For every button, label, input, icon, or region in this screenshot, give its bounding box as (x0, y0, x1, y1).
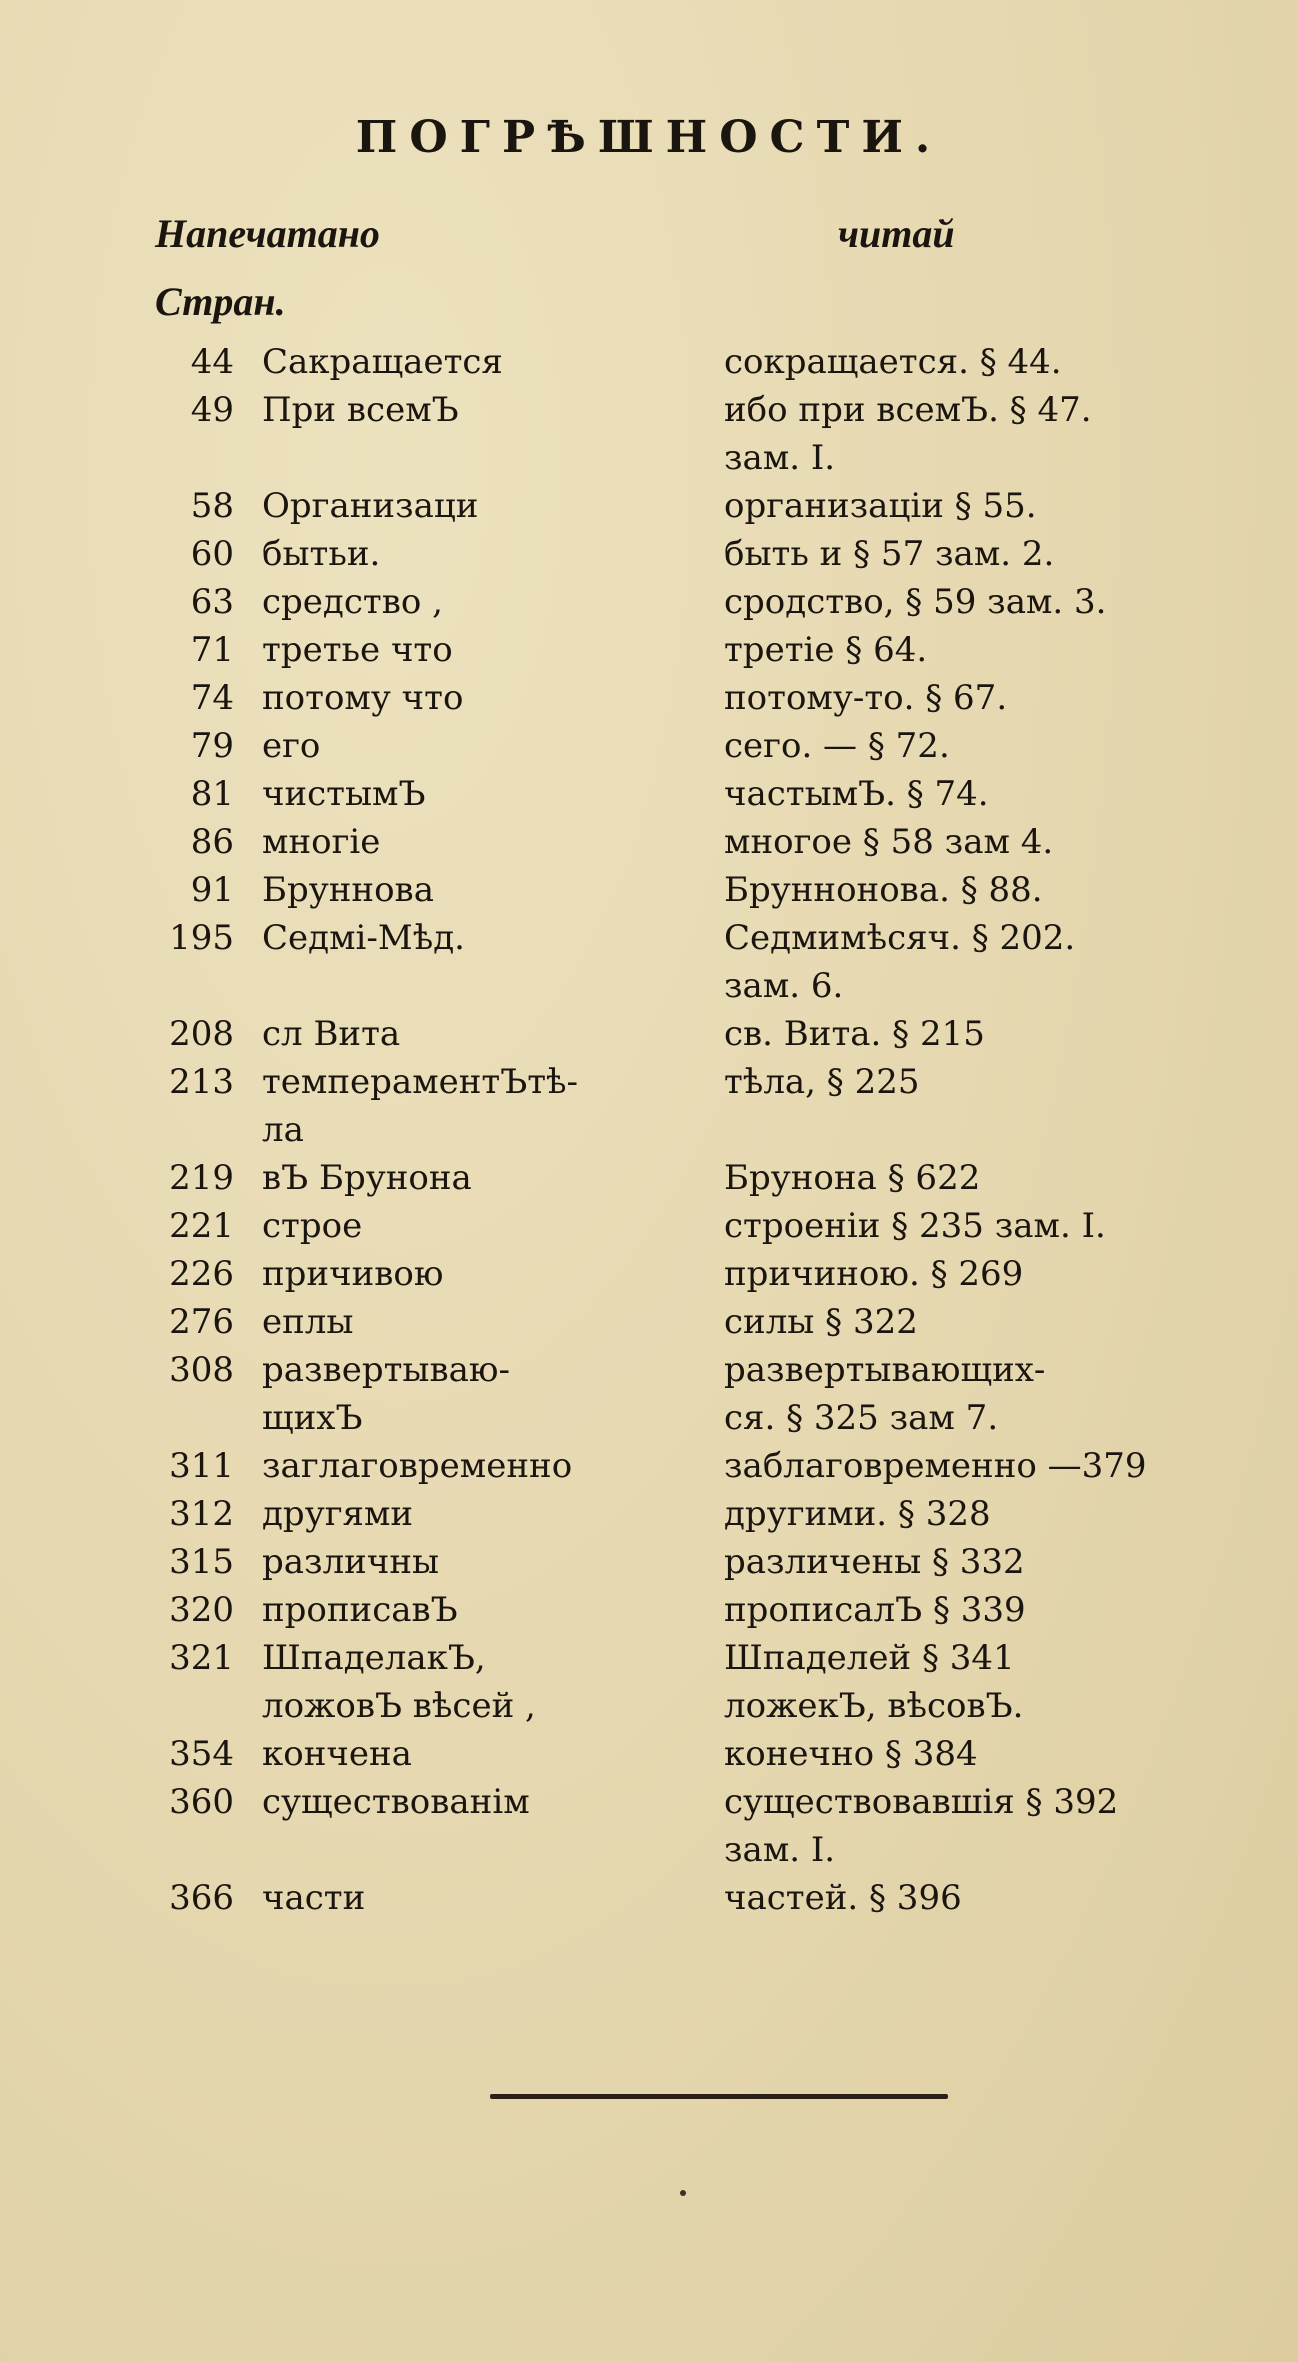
correction-text: св. Вита. § 215 (724, 1014, 985, 1054)
correction-text: Брунона § 622 (724, 1158, 981, 1198)
errata-row (0, 914, 1298, 962)
correction-text: другими. § 328 (724, 1494, 991, 1534)
page-number: 81 (190, 774, 234, 814)
errata-row (0, 722, 1298, 770)
printed-text: причивою (262, 1254, 444, 1294)
printed-text: Бруннова (262, 870, 434, 910)
correction-text: третіе § 64. (724, 630, 928, 670)
printed-text: его (262, 726, 321, 766)
printed-text: ла (262, 1110, 304, 1150)
header-read: читай (838, 211, 955, 256)
errata-row (0, 1682, 1298, 1730)
correction-text: Бруннонова. § 88. (724, 870, 1043, 910)
errata-row (0, 1730, 1298, 1778)
errata-row (0, 1874, 1298, 1922)
page-number: 71 (190, 630, 234, 670)
correction-text: тѣла, § 225 (724, 1062, 920, 1102)
correction-text: силы § 322 (724, 1302, 918, 1342)
header-printed: Напечатано (155, 211, 380, 256)
page-number: 91 (190, 870, 234, 910)
correction-text: ибо при всемЪ. § 47. (724, 390, 1092, 430)
correction-text: организаціи § 55. (724, 486, 1037, 526)
correction-text: частымЪ. § 74. (724, 774, 989, 814)
errata-row (0, 1298, 1298, 1346)
page-number: 315 (169, 1542, 234, 1582)
page-number: 320 (169, 1590, 234, 1630)
correction-text: причиною. § 269 (724, 1254, 1024, 1294)
printed-text: щихЪ (262, 1398, 363, 1438)
printed-text: прописавЪ (262, 1590, 458, 1630)
printed-text: ШпаделакЪ, (262, 1638, 486, 1678)
correction-text: зам. I. (724, 438, 836, 478)
page-number: 213 (169, 1062, 234, 1102)
printed-text: вЪ Брунона (262, 1158, 472, 1198)
page-number: 221 (169, 1206, 234, 1246)
errata-row (0, 962, 1298, 1010)
page-number: 44 (190, 342, 234, 382)
page-number: 366 (169, 1878, 234, 1918)
page-number: 49 (190, 390, 234, 430)
header-page-label: Стран. (155, 279, 286, 324)
correction-text: развертывающих- (724, 1350, 1046, 1390)
errata-row (0, 530, 1298, 578)
correction-text: сокращается. § 44. (724, 342, 1062, 382)
errata-row (0, 386, 1298, 434)
printed-text: кончена (262, 1734, 412, 1774)
correction-text: сродство, § 59 зам. 3. (724, 582, 1107, 622)
printed-text: существованім (262, 1782, 530, 1822)
correction-text: частей. § 396 (724, 1878, 962, 1918)
correction-text: зам. 6. (724, 966, 844, 1006)
page-number: 60 (190, 534, 234, 574)
page-number: 226 (169, 1254, 234, 1294)
errata-row (0, 626, 1298, 674)
correction-text: многое § 58 зам 4. (724, 822, 1054, 862)
correction-text: конечно § 384 (724, 1734, 978, 1774)
errata-row (0, 1490, 1298, 1538)
printed-text: части (262, 1878, 366, 1918)
page-number: 86 (190, 822, 234, 862)
errata-row (0, 1250, 1298, 1298)
correction-text: ся. § 325 зам 7. (724, 1398, 999, 1438)
printed-text: Организаци (262, 486, 479, 526)
errata-row (0, 1010, 1298, 1058)
ink-speck (680, 2190, 686, 2196)
errata-row (0, 818, 1298, 866)
errata-row (0, 1586, 1298, 1634)
errata-row (0, 1394, 1298, 1442)
printed-text: строе (262, 1206, 363, 1246)
errata-row (0, 434, 1298, 482)
printed-text: бытьи. (262, 534, 381, 574)
printed-text: другями (262, 1494, 414, 1534)
correction-text: ложекЪ, вѣсовЪ. (724, 1686, 1024, 1726)
correction-text: Шпаделей § 341 (724, 1638, 1015, 1678)
page-number: 195 (169, 918, 234, 958)
printed-text: различны (262, 1542, 440, 1582)
correction-text: строеніи § 235 зам. I. (724, 1206, 1106, 1246)
errata-row (0, 1058, 1298, 1106)
errata-row (0, 1442, 1298, 1490)
page-number: 360 (169, 1782, 234, 1822)
errata-row (0, 1538, 1298, 1586)
printed-text: средство , (262, 582, 443, 622)
page-number: 74 (190, 678, 234, 718)
printed-text: Седмі-Мѣд. (262, 918, 465, 958)
correction-text: различены § 332 (724, 1542, 1025, 1582)
errata-row (0, 1106, 1298, 1154)
correction-text: Седмимѣсяч. § 202. (724, 918, 1076, 958)
page-number: 311 (169, 1446, 234, 1486)
correction-text: прописалЪ § 339 (724, 1590, 1026, 1630)
printed-text: При всемЪ (262, 390, 459, 430)
errata-row (0, 674, 1298, 722)
page-number: 276 (169, 1302, 234, 1342)
correction-text: быть и § 57 зам. 2. (724, 534, 1055, 574)
correction-text: существовавшія § 392 (724, 1782, 1119, 1822)
errata-row (0, 578, 1298, 626)
errata-row (0, 482, 1298, 530)
printed-text: заглаговременно (262, 1446, 573, 1486)
page-number: 79 (190, 726, 234, 766)
errata-row (0, 1634, 1298, 1682)
page-number: 208 (169, 1014, 234, 1054)
printed-text: еплы (262, 1302, 354, 1342)
printed-text: сл Вита (262, 1014, 401, 1054)
printed-text: третье что (262, 630, 453, 670)
correction-text: зам. I. (724, 1830, 836, 1870)
errata-row (0, 1202, 1298, 1250)
errata-row (0, 1778, 1298, 1826)
page-number: 312 (169, 1494, 234, 1534)
printed-text: потому что (262, 678, 464, 718)
errata-row (0, 866, 1298, 914)
printed-text: многіе (262, 822, 381, 862)
errata-row (0, 1346, 1298, 1394)
correction-text: сего. — § 72. (724, 726, 950, 766)
errata-list (0, 338, 1298, 1922)
printed-text: чистымЪ (262, 774, 426, 814)
errata-row (0, 1154, 1298, 1202)
correction-text: заблаговременно —379 (724, 1446, 1147, 1486)
page-number: 321 (169, 1638, 234, 1678)
printed-text: ложовЪ вѣсей , (262, 1686, 536, 1726)
errata-row (0, 1826, 1298, 1874)
errata-row (0, 770, 1298, 818)
page-number: 354 (169, 1734, 234, 1774)
printed-text: Сакращается (262, 342, 503, 382)
closing-rule (490, 2094, 948, 2099)
page-number: 308 (169, 1350, 234, 1390)
page-title: ПОГРѢШНОСТИ. (355, 112, 943, 163)
page-number: 63 (190, 582, 234, 622)
page-number: 219 (169, 1158, 234, 1198)
printed-text: развертываю- (262, 1350, 510, 1390)
page-number: 58 (190, 486, 234, 526)
errata-row (0, 338, 1298, 386)
correction-text: потому-то. § 67. (724, 678, 1008, 718)
printed-text: темпераментЪтѣ- (262, 1062, 579, 1102)
